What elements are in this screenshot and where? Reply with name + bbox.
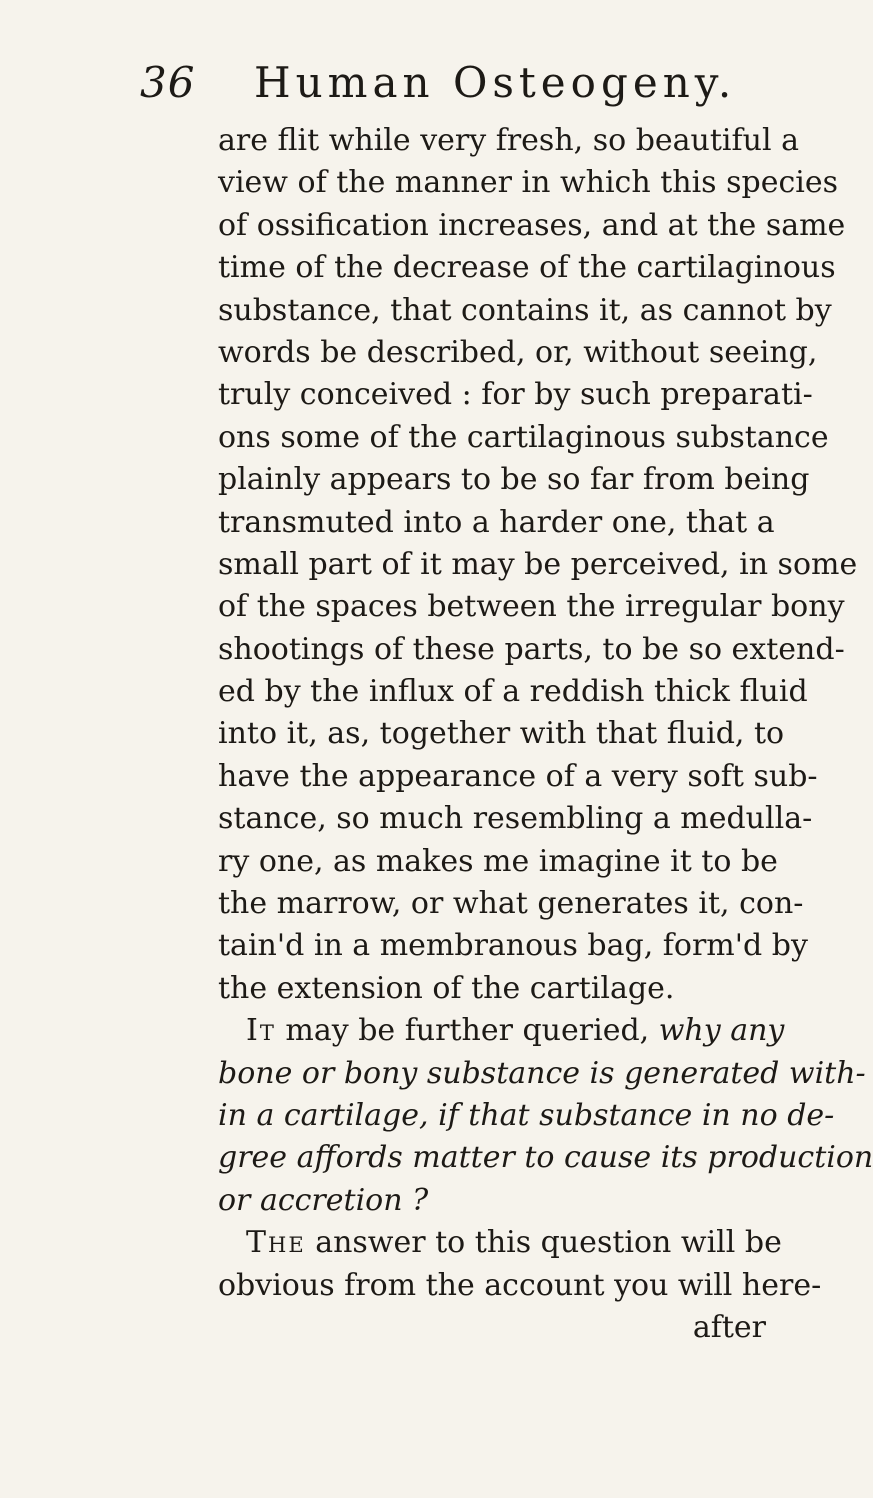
text-line: tain'd in a membranous bag, form'd by bbox=[218, 928, 808, 964]
catchword: after bbox=[692, 1309, 766, 1345]
body-text bbox=[218, 120, 873, 1349]
query-plain-text: may be further queried, bbox=[275, 1013, 659, 1049]
text-line: time of the decrease of the cartilaginous bbox=[218, 250, 836, 286]
page-number: 36 bbox=[140, 58, 196, 107]
answer-rest-text: answer to this question will be bbox=[305, 1225, 782, 1261]
answer-line: obvious from the account you will here- bbox=[218, 1267, 822, 1303]
text-line: small part of it may be perceived, in some bbox=[218, 546, 858, 582]
query-line: or accretion ? bbox=[218, 1182, 429, 1218]
query-first-line bbox=[218, 1010, 785, 1052]
text-line: stance, so much resembling a medulla- bbox=[218, 801, 813, 837]
query-lead-word: It bbox=[246, 1013, 276, 1049]
text-line: substance, that contains it, as cannot by bbox=[218, 292, 832, 328]
text-line: of ossification increases, and at the same bbox=[218, 207, 846, 243]
text-line: of the spaces between the irregular bony bbox=[218, 589, 845, 625]
text-line: words be described, or, without seeing, bbox=[218, 334, 818, 370]
running-head bbox=[140, 58, 780, 118]
text-line: truly conceived : for by such preparati- bbox=[218, 377, 813, 413]
query-line: gree affords matter to cause its production bbox=[218, 1140, 873, 1176]
text-line: plainly appears to be so far from being bbox=[218, 462, 810, 498]
text-line: ons some of the cartilaginous substance bbox=[218, 419, 829, 455]
query-italic-text: why any bbox=[658, 1013, 785, 1049]
text-line: the extension of the cartilage. bbox=[218, 970, 675, 1006]
text-line: transmuted into a harder one, that a bbox=[218, 504, 775, 540]
query-line: bone or bony substance is generated with- bbox=[218, 1055, 866, 1091]
query-line: in a cartilage, if that substance in no de- bbox=[218, 1097, 835, 1133]
text-line: shootings of these parts, to be so extend- bbox=[218, 631, 845, 667]
text-line: have the appearance of a very soft sub- bbox=[218, 758, 818, 794]
text-line: the marrow, or what generates it, con- bbox=[218, 886, 804, 922]
text-line: ed by the influx of a reddish thick fluid bbox=[218, 674, 808, 710]
answer-lead-word: The bbox=[246, 1225, 306, 1261]
text-line: ry one, as makes me imagine it to be bbox=[218, 843, 778, 879]
answer-first-line bbox=[218, 1222, 782, 1264]
text-line: are flit while very fresh, so beautiful a bbox=[218, 123, 799, 158]
running-title: Human Osteogeny. bbox=[254, 58, 737, 107]
text-line: view of the manner in which this species bbox=[218, 165, 838, 201]
text-line: into it, as, together with that fluid, to bbox=[218, 716, 785, 752]
